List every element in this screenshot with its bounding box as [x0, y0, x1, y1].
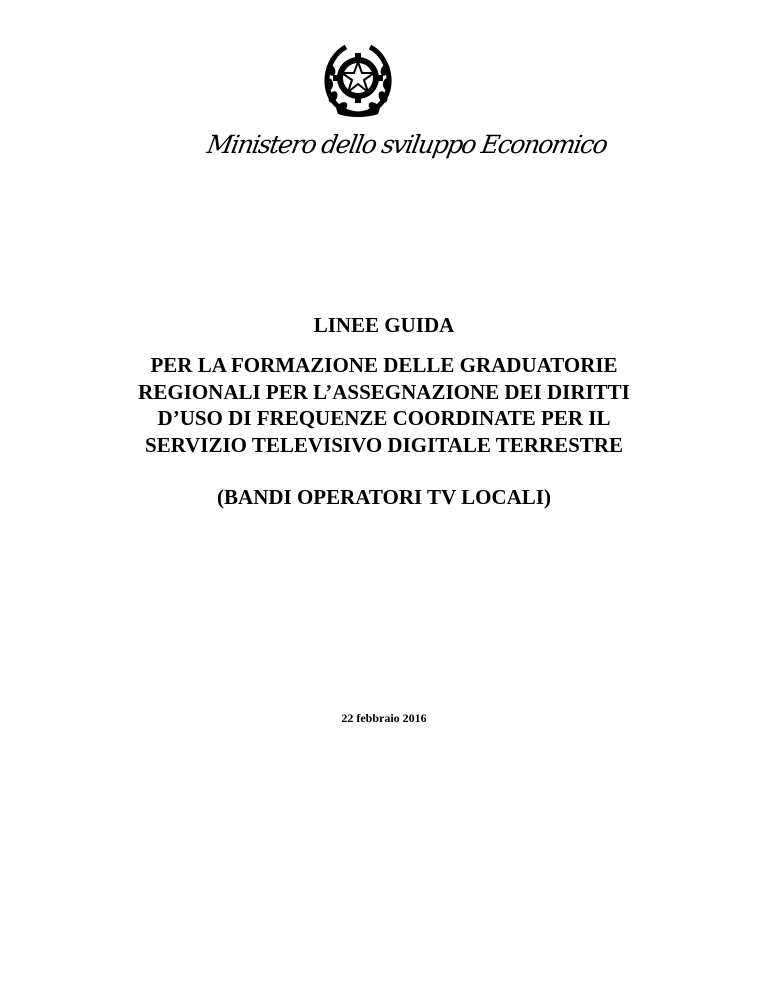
- subtitle-line: PER LA FORMAZIONE DELLE GRADUATORIE: [150, 353, 618, 377]
- italian-republic-emblem-icon: [322, 42, 394, 118]
- document-date: 22 febbraio 2016: [341, 711, 427, 725]
- document-title: LINEE GUIDA: [313, 313, 455, 337]
- subtitle-line: D’USO DI FREQUENZE COORDINATE PER IL: [157, 406, 611, 430]
- subtitle-line: REGIONALI PER L’ASSEGNAZIONE DEI DIRITTI: [138, 379, 630, 404]
- subtitle-note: (BANDI OPERATORI TV LOCALI): [217, 485, 551, 509]
- document-subtitle: [0, 352, 768, 458]
- subtitle-line: SERVIZIO TELEVISIVO DIGITALE TERRESTRE: [145, 432, 623, 457]
- ministry-name: Ministero dello sviluppo Economico: [204, 130, 609, 159]
